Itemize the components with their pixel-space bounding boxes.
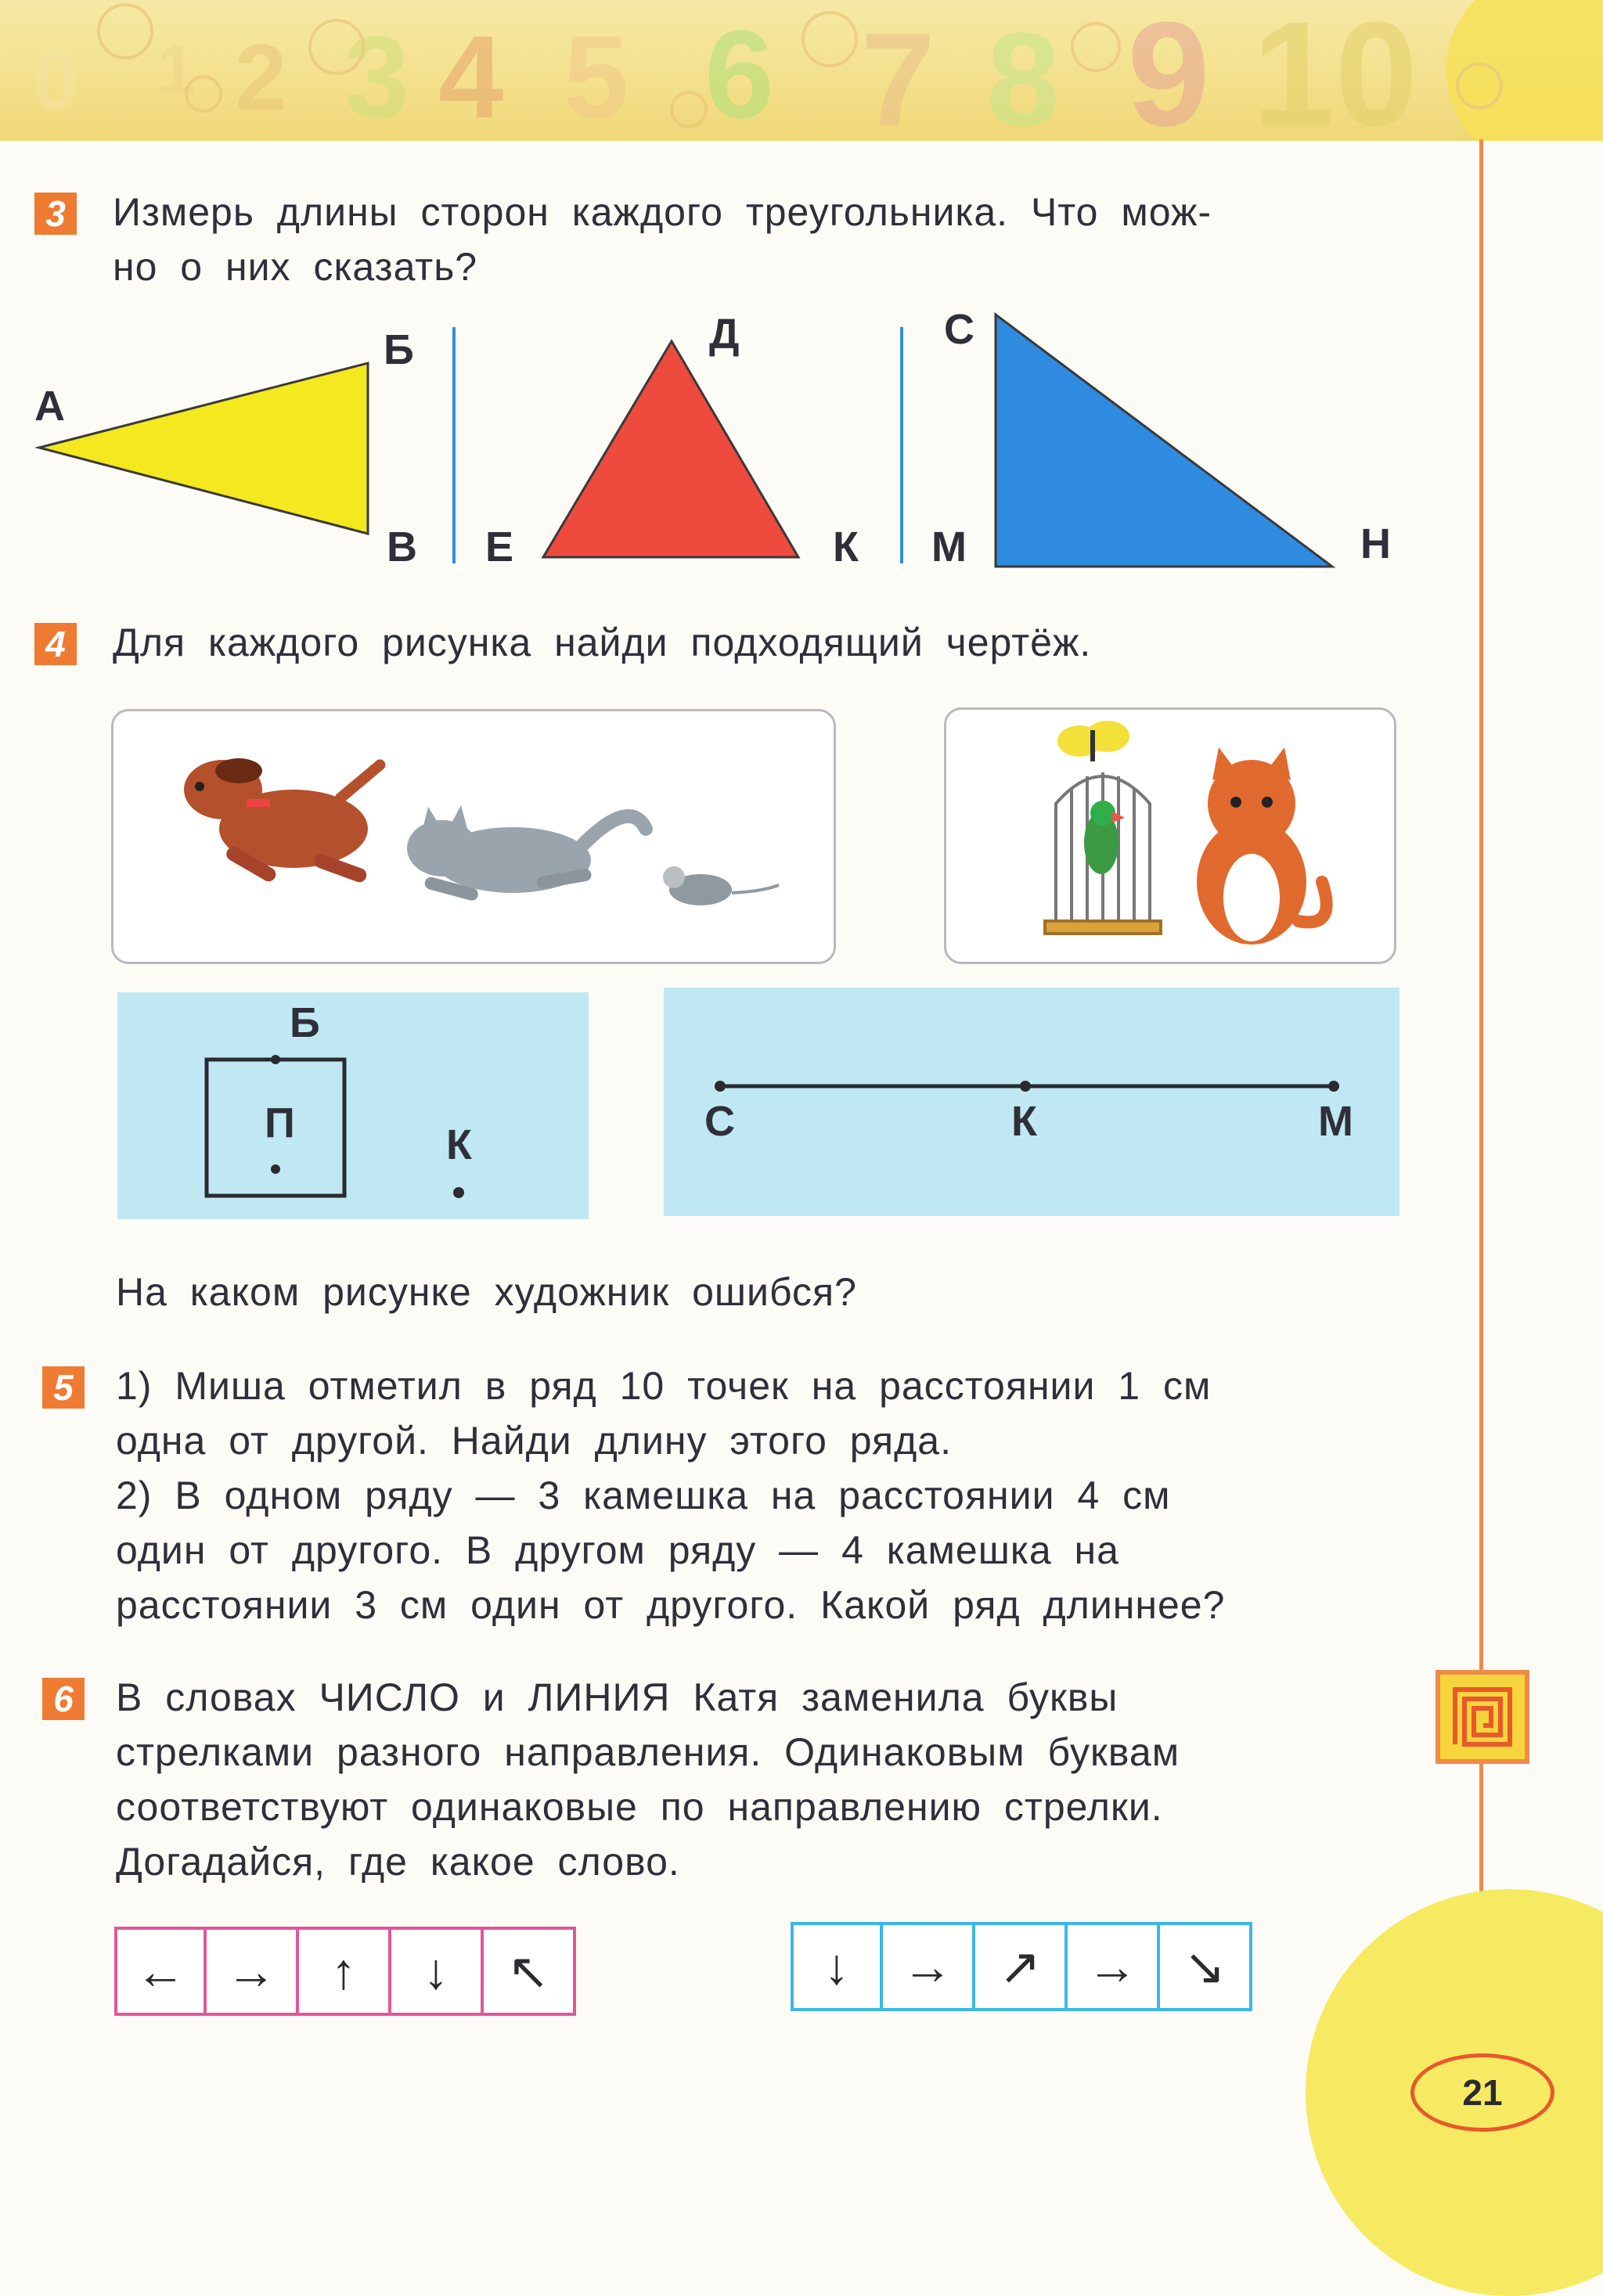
vertex-label-n: Н: [1360, 520, 1391, 567]
digit-9: 9: [1127, 0, 1210, 141]
task-5-line-4: один от другого. В другом ряду — 4 камешка на: [116, 1528, 1119, 1572]
picture-card-chase: [111, 709, 836, 964]
arrow-cell-a2: →: [207, 1927, 299, 2016]
task-4-text: Для каждого рисунка найди подходящий чертёж.: [113, 621, 1092, 664]
task-5-number: 5: [42, 1366, 85, 1409]
drawing-label-b: Б: [290, 999, 320, 1046]
chase-illustration: [113, 711, 834, 962]
task-6-number: 6: [42, 1678, 85, 1720]
logic-task-icon: [1435, 1670, 1529, 1764]
vertex-label-v: В: [387, 524, 417, 570]
task-6-line-3: соответствуют одинаковые по направлению стрелки.: [116, 1785, 1163, 1829]
point-p: [271, 1164, 280, 1174]
task-6-text: [116, 1670, 1393, 1889]
drawing-label-p: П: [265, 1099, 295, 1146]
cat-icon: [407, 805, 646, 902]
task-5-line-2: одна от другой. Найди длину этого ряда.: [116, 1419, 952, 1463]
dog-icon: [184, 758, 387, 884]
drawing-label-s: С: [704, 1098, 735, 1145]
picture-card-cage: [944, 707, 1396, 964]
arrow-row-word-b: [791, 1922, 1252, 2011]
task-6-line-2: стрелками разного направления. Одинаковым буквам: [116, 1730, 1180, 1774]
arrow-cell-b5: ↘: [1160, 1922, 1252, 2011]
arrow-cell-b2: →: [883, 1922, 975, 2011]
minus-icon: [1457, 64, 1501, 108]
digit-6: 6: [704, 4, 774, 141]
digit-4: 4: [438, 11, 504, 141]
greater-than-icon: [803, 13, 856, 66]
triangle-divider-1: [452, 327, 456, 563]
vertex-label-k: К: [833, 524, 859, 570]
digit-1: 1: [157, 31, 196, 110]
task-3-text: [113, 185, 1389, 294]
mouse-icon: [663, 866, 779, 905]
digit-3: 3: [344, 11, 410, 141]
drawing-square-points: [117, 992, 589, 1219]
point-k: [453, 1187, 464, 1198]
vertex-label-s: С: [944, 306, 974, 353]
butterfly-icon: [1057, 721, 1129, 761]
arrow-cell-a5: ↖: [484, 1927, 576, 2016]
triangle-divider-2: [900, 327, 903, 563]
header-band: [0, 0, 1603, 141]
vertex-label-d: Д: [709, 311, 740, 358]
drawing-label-m: М: [1318, 1098, 1353, 1145]
task-5-line-1: 1) Миша отметил в ряд 10 точек на расстоянии 1 см: [116, 1364, 1212, 1408]
vertex-label-b: Б: [384, 326, 414, 373]
arrow-cell-a4: ↓: [391, 1927, 484, 2016]
plus-icon: [672, 92, 706, 127]
drawing-label-k2: К: [1011, 1098, 1037, 1145]
arrow-cell-b3: ↗: [975, 1922, 1068, 2011]
arrow-row-word-a: [114, 1927, 576, 2016]
drawing-segment-points: [664, 988, 1399, 1216]
arrow-cell-b4: →: [1068, 1922, 1160, 2011]
cat-sitting-icon: [1197, 747, 1327, 945]
task-6-line-4: Догадайся, где какое слово.: [116, 1840, 680, 1884]
task-3-line-1: Измерь длины сторон каждого треугольника. Что мож-: [113, 190, 1212, 234]
spiral-icon: [1447, 1682, 1518, 1752]
triangle-abv: [39, 363, 368, 534]
triangle-dek: [543, 341, 798, 557]
task-5-line-5: расстоянии 3 см один от другого. Какой ряд длиннее?: [116, 1583, 1226, 1627]
vertex-label-a: А: [34, 383, 65, 430]
point-s: [715, 1081, 726, 1092]
task-4-question: На каком рисунке художник ошибся?: [116, 1270, 857, 1314]
point-m: [1328, 1081, 1339, 1092]
less-than-icon: [99, 5, 152, 58]
task-4-number: 4: [34, 623, 77, 665]
point-b: [271, 1055, 280, 1064]
digit-5: 5: [564, 11, 629, 141]
digit-7: 7: [861, 5, 935, 141]
digit-10: 10: [1252, 0, 1418, 141]
point-k: [1020, 1081, 1031, 1092]
task-5-text: [116, 1359, 1393, 1632]
task-3-number: 3: [34, 193, 77, 235]
minus-icon: [1072, 23, 1119, 70]
cage-illustration: [946, 710, 1394, 962]
vertex-label-e: Е: [485, 524, 514, 570]
arrow-cell-a3: ↑: [299, 1927, 391, 2016]
arrow-cell-b1: ↓: [791, 1922, 883, 2011]
digit-8: 8: [986, 5, 1061, 141]
digit-2: 2: [235, 25, 287, 130]
page-number: 21: [1410, 2053, 1554, 2132]
arrow-cell-a1: ←: [114, 1927, 207, 2016]
task-6-line-1: В словах ЧИСЛО и ЛИНИЯ Катя заменила буквы: [116, 1675, 1118, 1719]
digit-0: 0: [31, 32, 80, 128]
task-5-line-3: 2) В одном ряду — 3 камешка на расстоянии 4 см: [116, 1474, 1171, 1517]
vertex-label-m: М: [931, 524, 967, 570]
drawing-label-k: К: [446, 1121, 472, 1168]
header-digits-decoration: [0, 0, 1603, 141]
task-3-line-2: но о них сказать?: [113, 245, 478, 289]
triangle-smn: [996, 315, 1332, 567]
